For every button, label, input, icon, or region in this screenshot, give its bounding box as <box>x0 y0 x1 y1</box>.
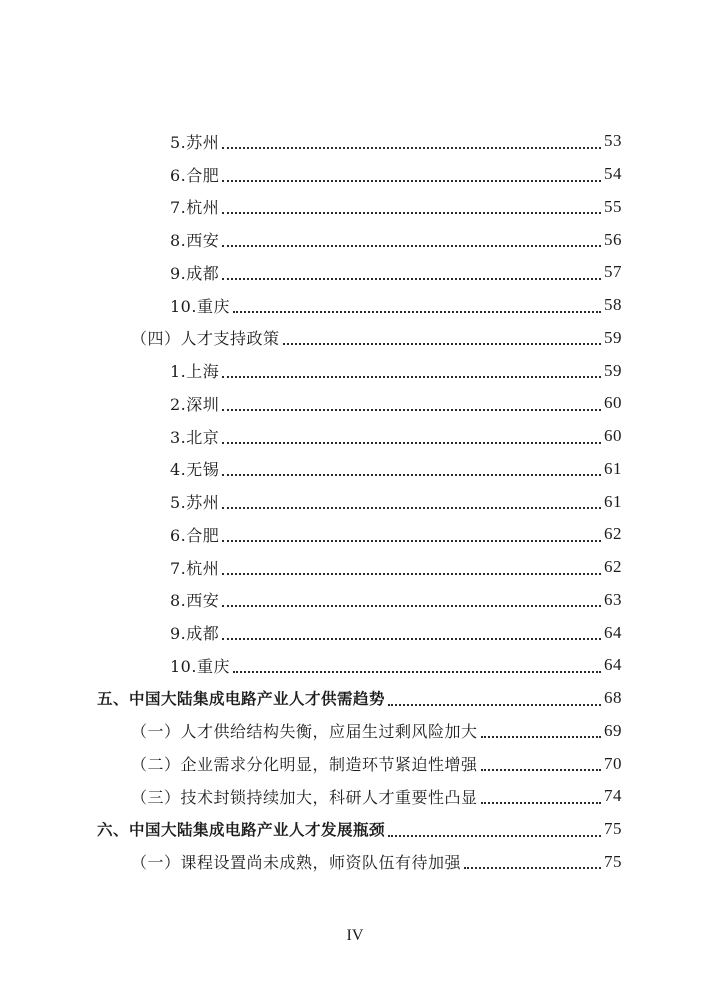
toc-entry-title: 六、中国大陆集成电路产业人才发展瓶颈 <box>97 821 386 840</box>
toc-entry[interactable] <box>0 289 622 322</box>
toc-entry[interactable] <box>0 387 622 420</box>
toc-entry-title: （一）人才供给结构失衡，应届生过剩风险加大 <box>131 722 478 742</box>
toc-entry-page: 53 <box>604 131 622 151</box>
toc-entry[interactable] <box>0 518 622 551</box>
toc-entry-title: 9.成都 <box>170 263 220 283</box>
toc-dot-leader <box>222 506 601 509</box>
toc-entry[interactable] <box>0 322 622 355</box>
toc-entry[interactable] <box>0 354 622 387</box>
toc-entry-title: 9.成都 <box>170 624 220 644</box>
toc-dot-leader <box>222 441 601 444</box>
toc-entry-title: 5.苏州 <box>170 132 220 152</box>
table-of-contents <box>0 125 710 878</box>
toc-entry-page: 60 <box>604 393 622 413</box>
toc-entry-page: 74 <box>604 786 622 806</box>
toc-entry-title: 6.合肥 <box>170 165 220 185</box>
toc-entry-page: 68 <box>604 688 622 708</box>
toc-entry-page: 54 <box>604 164 622 184</box>
toc-dot-leader <box>222 408 601 411</box>
page-number: IV <box>346 927 364 944</box>
toc-entry[interactable] <box>0 551 622 584</box>
toc-entry-title: 五、中国大陆集成电路产业人才供需趋势 <box>97 690 386 709</box>
toc-entry[interactable] <box>0 649 622 682</box>
toc-entry-page: 55 <box>604 196 622 216</box>
toc-dot-leader <box>222 211 601 214</box>
toc-dot-leader <box>388 834 601 837</box>
toc-entry[interactable] <box>0 158 622 191</box>
toc-dot-leader <box>222 277 601 280</box>
toc-entry-page: 63 <box>604 589 622 609</box>
toc-entry-title: （一）课程设置尚未成熟，师资队伍有待加强 <box>131 853 462 873</box>
toc-dot-leader <box>222 244 601 247</box>
toc-entry-page: 64 <box>604 655 622 675</box>
toc-entry-title: （二）企业需求分化明显，制造环节紧迫性增强 <box>131 755 478 775</box>
toc-entry[interactable] <box>0 846 622 879</box>
toc-entry[interactable] <box>0 485 622 518</box>
toc-dot-leader <box>481 735 601 738</box>
toc-entry[interactable] <box>0 715 622 748</box>
toc-entry-title: 7.杭州 <box>170 198 220 218</box>
toc-dot-leader <box>388 703 601 706</box>
toc-dot-leader <box>222 473 601 476</box>
toc-dot-leader <box>233 670 601 673</box>
toc-entry-title: （三）技术封锁持续加大，科研人才重要性凸显 <box>131 787 478 807</box>
toc-entry-page: 75 <box>604 851 622 871</box>
toc-entry-title: 1.上海 <box>170 362 220 382</box>
toc-entry-title: 5.苏州 <box>170 493 220 513</box>
toc-dot-leader <box>233 310 601 313</box>
toc-entry-page: 61 <box>604 491 622 511</box>
toc-entry-page: 61 <box>604 458 622 478</box>
toc-dot-leader <box>222 179 601 182</box>
toc-dot-leader <box>222 604 601 607</box>
toc-entry[interactable] <box>0 616 622 649</box>
toc-entry-title: （四）人才支持政策 <box>131 329 280 349</box>
toc-dot-leader <box>222 539 601 542</box>
toc-entry[interactable] <box>0 223 622 256</box>
toc-dot-leader <box>222 375 601 378</box>
toc-entry[interactable] <box>0 256 622 289</box>
toc-entry-title: 8.西安 <box>170 231 220 251</box>
toc-entry-title: 4.无锡 <box>170 460 220 480</box>
toc-dot-leader <box>283 342 601 345</box>
toc-entry-page: 70 <box>604 753 622 773</box>
toc-entry-page: 69 <box>604 720 622 740</box>
toc-entry[interactable] <box>0 780 622 813</box>
toc-entry-title: 8.西安 <box>170 591 220 611</box>
toc-entry[interactable] <box>0 813 622 846</box>
toc-dot-leader <box>222 146 601 149</box>
toc-entry-page: 59 <box>604 360 622 380</box>
toc-entry[interactable] <box>0 584 622 617</box>
toc-entry-title: 6.合肥 <box>170 525 220 545</box>
toc-entry[interactable] <box>0 191 622 224</box>
toc-entry[interactable] <box>0 682 622 715</box>
toc-dot-leader <box>481 801 601 804</box>
toc-entry-page: 57 <box>604 262 622 282</box>
toc-entry-page: 62 <box>604 524 622 544</box>
toc-entry-title: 7.杭州 <box>170 558 220 578</box>
toc-entry[interactable] <box>0 747 622 780</box>
toc-entry[interactable] <box>0 420 622 453</box>
toc-entry-page: 64 <box>604 622 622 642</box>
toc-entry-page: 59 <box>604 327 622 347</box>
toc-dot-leader <box>222 572 601 575</box>
toc-entry-page: 56 <box>604 229 622 249</box>
toc-entry-page: 60 <box>604 426 622 446</box>
toc-entry-title: 10.重庆 <box>170 296 230 316</box>
toc-entry-page: 75 <box>604 819 622 839</box>
toc-entry-page: 58 <box>604 295 622 315</box>
toc-entry-page: 62 <box>604 557 622 577</box>
toc-entry-title: 3.北京 <box>170 427 220 447</box>
toc-dot-leader <box>464 866 601 869</box>
toc-entry[interactable] <box>0 125 622 158</box>
toc-entry[interactable] <box>0 453 622 486</box>
toc-dot-leader <box>481 768 601 771</box>
toc-entry-title: 10.重庆 <box>170 656 230 676</box>
toc-dot-leader <box>222 637 601 640</box>
toc-entry-title: 2.深圳 <box>170 394 220 414</box>
